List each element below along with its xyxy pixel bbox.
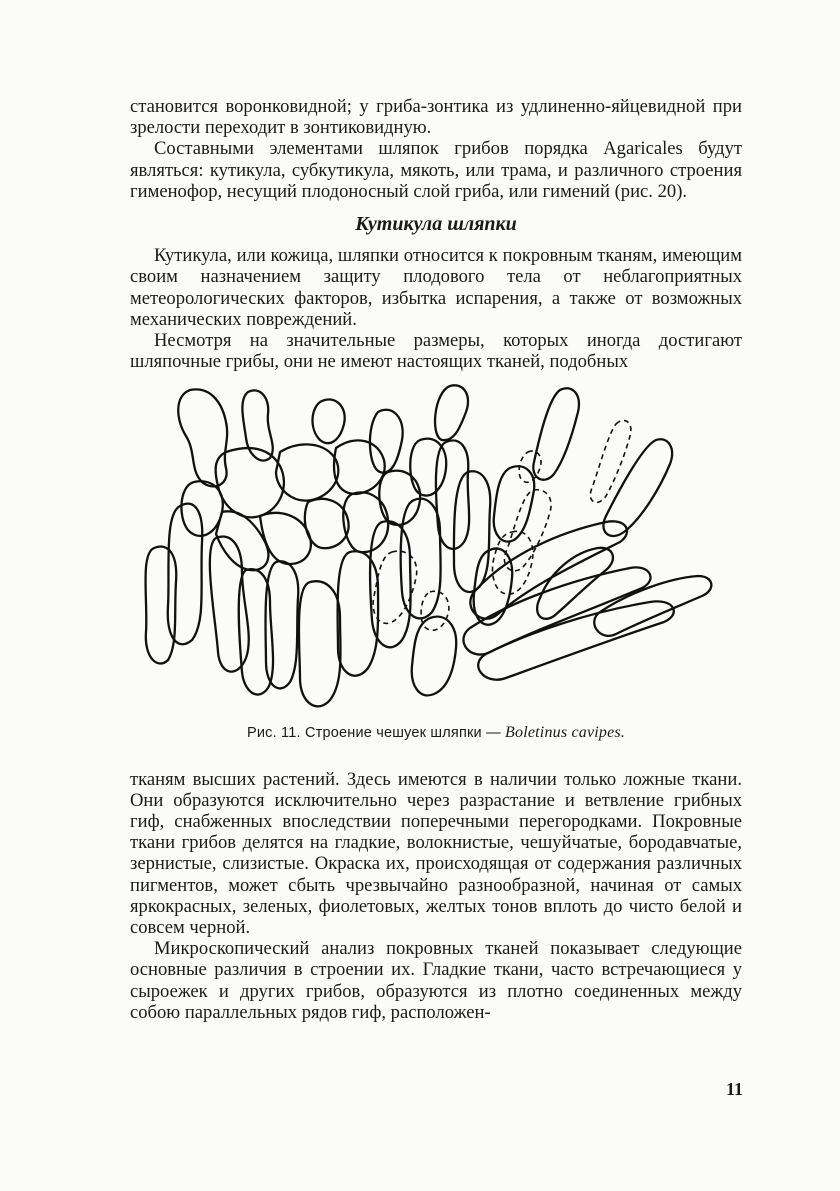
hypha-filament [454, 472, 490, 593]
hypha-cell [370, 410, 403, 473]
figure-hyphae-illustration [130, 382, 742, 718]
hypha-hidden-outline [504, 490, 551, 571]
hypha-hidden-outline [421, 592, 449, 631]
hypha-filament [537, 548, 613, 619]
caption-species: Boletinus cavipes. [505, 724, 626, 742]
hypha-filament [463, 568, 650, 655]
hypha-filament [412, 617, 456, 696]
hypha-cell [276, 445, 338, 501]
hypha-filament [401, 499, 441, 619]
hyphae-drawing [130, 382, 742, 718]
caption-label: Рис. 11. Строение чешуек шляпки — [246, 725, 501, 742]
hypha-filament [299, 582, 341, 707]
page-number: 11 [726, 1079, 744, 1099]
hypha-cell [379, 471, 420, 525]
page-body [130, 96, 742, 1023]
paragraph-false-tissues-start: Несмотря на значительные размеры, которых иногда достигают шляпочные грибы, они не имеют настоящих тканей, подобных [130, 330, 742, 373]
hypha-cell [305, 499, 349, 548]
paragraph-false-tissues-cont: тканям высших растений. Здесь имеются в наличии только ложные ткани. Они образуются исключительно через разрастание и ветвление грибных гиф, снабженных впоследствии поперечными перегородками. Покровные ткани грибов делятся на гладкие, волокнистые, чешуйчатые, бородавчатые, зернистые, слизистые. Окраска их, происходящая от содержания различных пигментов, может сбыть чрезвычайно разнообразной, начиная от самых яркокрасных, зеленых, фиолетовых, желтых тонов вплоть до чисто белой и совсем черной. [130, 768, 742, 939]
paragraph-cuticle-definition: Кутикула, или кожица, шляпки относится к покровным тканям, имеющим своим назначением защиту плодового тела от неблагоприятных метеорологических факторов, избытка испарения, а также от возможных механических повреждений. [130, 245, 742, 330]
hypha-filament [533, 389, 579, 481]
hypha-cell [178, 390, 227, 487]
hypha-cell [435, 386, 468, 441]
hypha-filament [146, 547, 177, 664]
figure-caption [130, 722, 742, 744]
hypha-filament [478, 602, 674, 680]
section-heading: Кутикула шляпки [355, 213, 517, 236]
hypha-hidden-outline [590, 421, 631, 503]
paragraph-continued: становится воронковидной; у гриба-зонтика из удлиненно-яйцевидной при зрелости переходит в зонтиковидную. [130, 96, 742, 139]
hypha-filament [494, 467, 534, 542]
hypha-cell [334, 441, 385, 495]
paragraph-microscopic-analysis: Микроскопический анализ покровных тканей показывает следующие основные различия в строении их. Гладкие ткани, часто встречающиеся у сыроежек и других грибов, образуются из плотно соединенных между собою параллельных рядов гиф, расположен- [130, 938, 742, 1023]
paragraph-agaricales: Составными элементами шляпок грибов порядка Agaricales будут являться: кутикула, субкутикула, мякоть, или трама, и различного строения гименофор, несущий плодоносный слой гриба, или гимений (рис. 20). [130, 138, 742, 202]
hypha-cell [313, 400, 345, 444]
